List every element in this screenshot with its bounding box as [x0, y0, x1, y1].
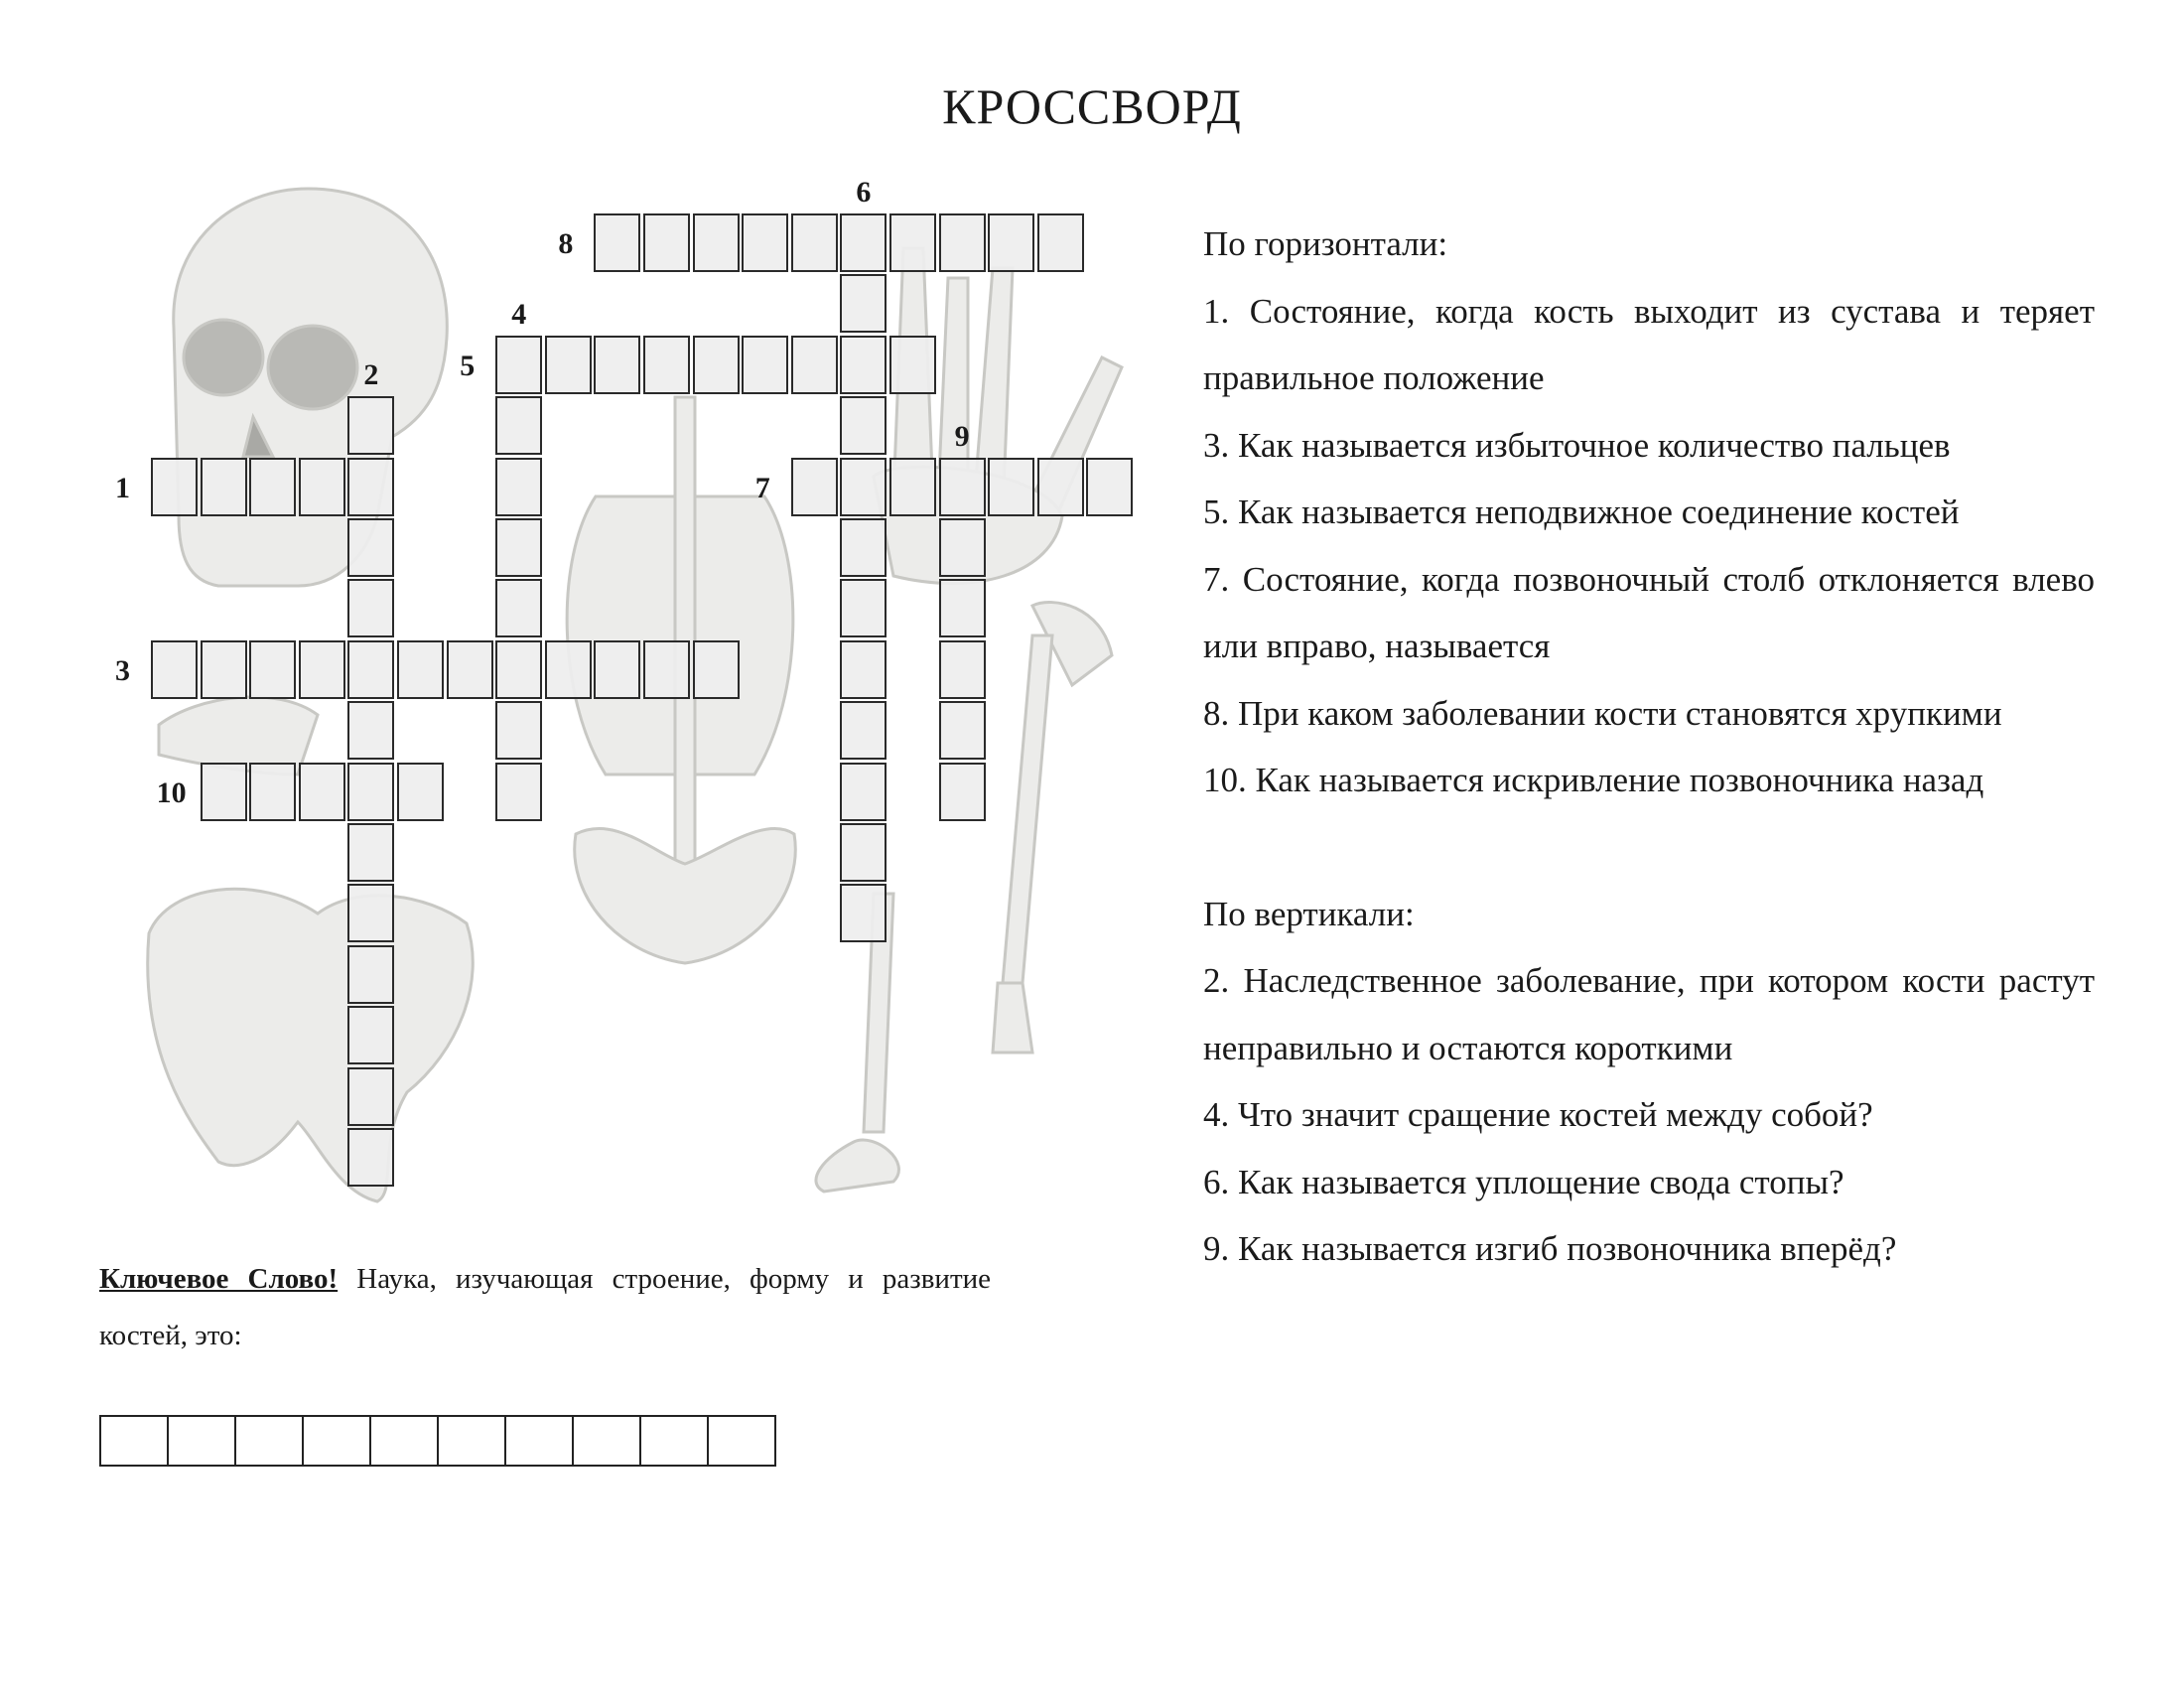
crossword-cell[interactable] [347, 518, 394, 577]
across-clue: 3. Как называется избыточное количество пальцев [1203, 425, 1951, 465]
keyword-letter-box[interactable] [572, 1415, 641, 1467]
crossword-cell[interactable] [347, 396, 394, 455]
crossword-cell[interactable] [939, 701, 986, 760]
keyword-letter-box[interactable] [167, 1415, 236, 1467]
crossword-cell[interactable] [495, 701, 542, 760]
crossword-cell[interactable] [201, 458, 247, 516]
keyword-question [99, 1251, 991, 1364]
crossword-cell[interactable] [840, 701, 887, 760]
down-clue: 2. Наследственное заболевание, при котором кости растут неправильно и остаются короткими [1203, 961, 2095, 1067]
clue-number-8: 8 [558, 227, 574, 260]
crossword-cell[interactable] [840, 458, 887, 516]
crossword-cell[interactable] [889, 458, 936, 516]
down-heading: По вертикали: [1203, 894, 1415, 933]
crossword-cell[interactable] [1037, 458, 1084, 516]
crossword-cell[interactable] [840, 823, 887, 882]
crossword-cell[interactable] [939, 640, 986, 699]
crossword-cell[interactable] [545, 336, 592, 394]
keyword-letter-box[interactable] [99, 1415, 169, 1467]
keyword-letter-box[interactable] [369, 1415, 439, 1467]
crossword-cell[interactable] [840, 274, 887, 333]
crossword-cell[interactable] [840, 640, 887, 699]
across-heading: По горизонтали: [1203, 224, 1448, 263]
crossword-cell[interactable] [151, 458, 198, 516]
clue-number-7: 7 [754, 471, 770, 504]
clue-number-2: 2 [363, 358, 379, 392]
crossword-cell[interactable] [249, 763, 296, 821]
clue-number-10: 10 [156, 775, 187, 809]
clue-number-3: 3 [115, 653, 130, 687]
crossword-cell[interactable] [447, 640, 493, 699]
down-clue: 4. Что значит сращение костей между собой? [1203, 1095, 1873, 1134]
crossword-cell[interactable] [1086, 458, 1133, 516]
clue-number-1: 1 [115, 471, 130, 504]
crossword-cell[interactable] [347, 640, 394, 699]
across-clue: 8. При каком заболевании кости становятся хрупкими [1203, 693, 2002, 733]
crossword-cell[interactable] [299, 763, 345, 821]
crossword-cell[interactable] [939, 458, 986, 516]
crossword-cell[interactable] [347, 1128, 394, 1187]
crossword-cell[interactable] [889, 336, 936, 394]
across-clue: 5. Как называется неподвижное соединение костей [1203, 492, 1960, 531]
crossword-cell[interactable] [151, 640, 198, 699]
keyword-label: Ключевое Слово! [99, 1263, 339, 1295]
crossword-cell[interactable] [249, 640, 296, 699]
crossword-cell[interactable] [299, 458, 345, 516]
crossword-cell[interactable] [594, 213, 640, 272]
across-clue: 7. Состояние, когда позвоночный столб отклоняется влево или вправо, называется [1203, 559, 2095, 665]
crossword-cell[interactable] [643, 213, 690, 272]
crossword-cell[interactable] [495, 518, 542, 577]
crossword-cell[interactable] [643, 640, 690, 699]
crossword-cell[interactable] [201, 763, 247, 821]
crossword-cell[interactable] [347, 1006, 394, 1064]
keyword-letter-box[interactable] [707, 1415, 776, 1467]
crossword-cell[interactable] [495, 458, 542, 516]
crossword-cell[interactable] [347, 884, 394, 942]
down-clue: 9. Как называется изгиб позвоночника вперёд? [1203, 1229, 1897, 1268]
keyword-letter-box[interactable] [639, 1415, 709, 1467]
crossword-cell[interactable] [939, 518, 986, 577]
crossword-cell[interactable] [594, 336, 640, 394]
crossword-cell[interactable] [889, 213, 936, 272]
crossword-cell[interactable] [791, 458, 838, 516]
crossword-cell[interactable] [840, 396, 887, 455]
crossword-cell[interactable] [643, 336, 690, 394]
crossword-cell[interactable] [347, 763, 394, 821]
crossword-cell[interactable] [988, 458, 1034, 516]
clues-panel [1203, 211, 2095, 1283]
clue-number-5: 5 [460, 349, 476, 382]
crossword-cell[interactable] [988, 213, 1034, 272]
crossword-cell[interactable] [545, 640, 592, 699]
keyword-letter-box[interactable] [234, 1415, 304, 1467]
clue-number-4: 4 [511, 297, 527, 331]
crossword-cell[interactable] [939, 763, 986, 821]
crossword-cell[interactable] [693, 213, 740, 272]
crossword-cell[interactable] [495, 763, 542, 821]
section-spacer [1203, 814, 2095, 881]
crossword-cell[interactable] [347, 458, 394, 516]
keyword-letter-box[interactable] [504, 1415, 574, 1467]
crossword-cell[interactable] [201, 640, 247, 699]
across-clue: 10. Как называется искривление позвоночника назад [1203, 761, 1984, 799]
page-title: КРОССВОРД [942, 78, 1242, 134]
clue-number-6: 6 [856, 176, 872, 209]
crossword-cell[interactable] [840, 518, 887, 577]
keyword-answer-boxes [99, 1415, 774, 1467]
crossword-cell[interactable] [249, 458, 296, 516]
skeleton-illustration [0, 0, 1191, 1241]
across-clue: 1. Состояние, когда кость выходит из сустава и теряет правильное положение [1203, 291, 2095, 397]
crossword-cell[interactable] [939, 579, 986, 637]
crossword-cell[interactable] [495, 579, 542, 637]
crossword-cell[interactable] [397, 640, 444, 699]
keyword-letter-box[interactable] [437, 1415, 506, 1467]
crossword-cell[interactable] [1037, 213, 1084, 272]
crossword-cell[interactable] [840, 579, 887, 637]
crossword-cell[interactable] [791, 336, 838, 394]
crossword-cell[interactable] [840, 884, 887, 942]
crossword-cell[interactable] [693, 640, 740, 699]
crossword-cell[interactable] [299, 640, 345, 699]
crossword-cell[interactable] [840, 336, 887, 394]
crossword-cell[interactable] [347, 823, 394, 882]
down-clue: 6. Как называется уплощение свода стопы? [1203, 1162, 1844, 1201]
crossword-cell[interactable] [840, 763, 887, 821]
keyword-letter-box[interactable] [302, 1415, 371, 1467]
crossword-cell[interactable] [939, 213, 986, 272]
crossword-cell[interactable] [495, 336, 542, 394]
crossword-cell[interactable] [347, 701, 394, 760]
crossword-cell[interactable] [347, 1067, 394, 1126]
crossword-cell[interactable] [397, 763, 444, 821]
crossword-cell[interactable] [742, 336, 788, 394]
keyword-text: Наука, изучающая строение, форму и развитие костей, это: [99, 1263, 992, 1351]
crossword-cell[interactable] [495, 396, 542, 455]
crossword-cell[interactable] [693, 336, 740, 394]
crossword-cell[interactable] [495, 640, 542, 699]
crossword-cell[interactable] [840, 213, 887, 272]
crossword-cell[interactable] [594, 640, 640, 699]
crossword-cell[interactable] [742, 213, 788, 272]
crossword-cell[interactable] [347, 945, 394, 1004]
clue-number-9: 9 [954, 419, 970, 453]
crossword-cell[interactable] [791, 213, 838, 272]
crossword-cell[interactable] [347, 579, 394, 637]
